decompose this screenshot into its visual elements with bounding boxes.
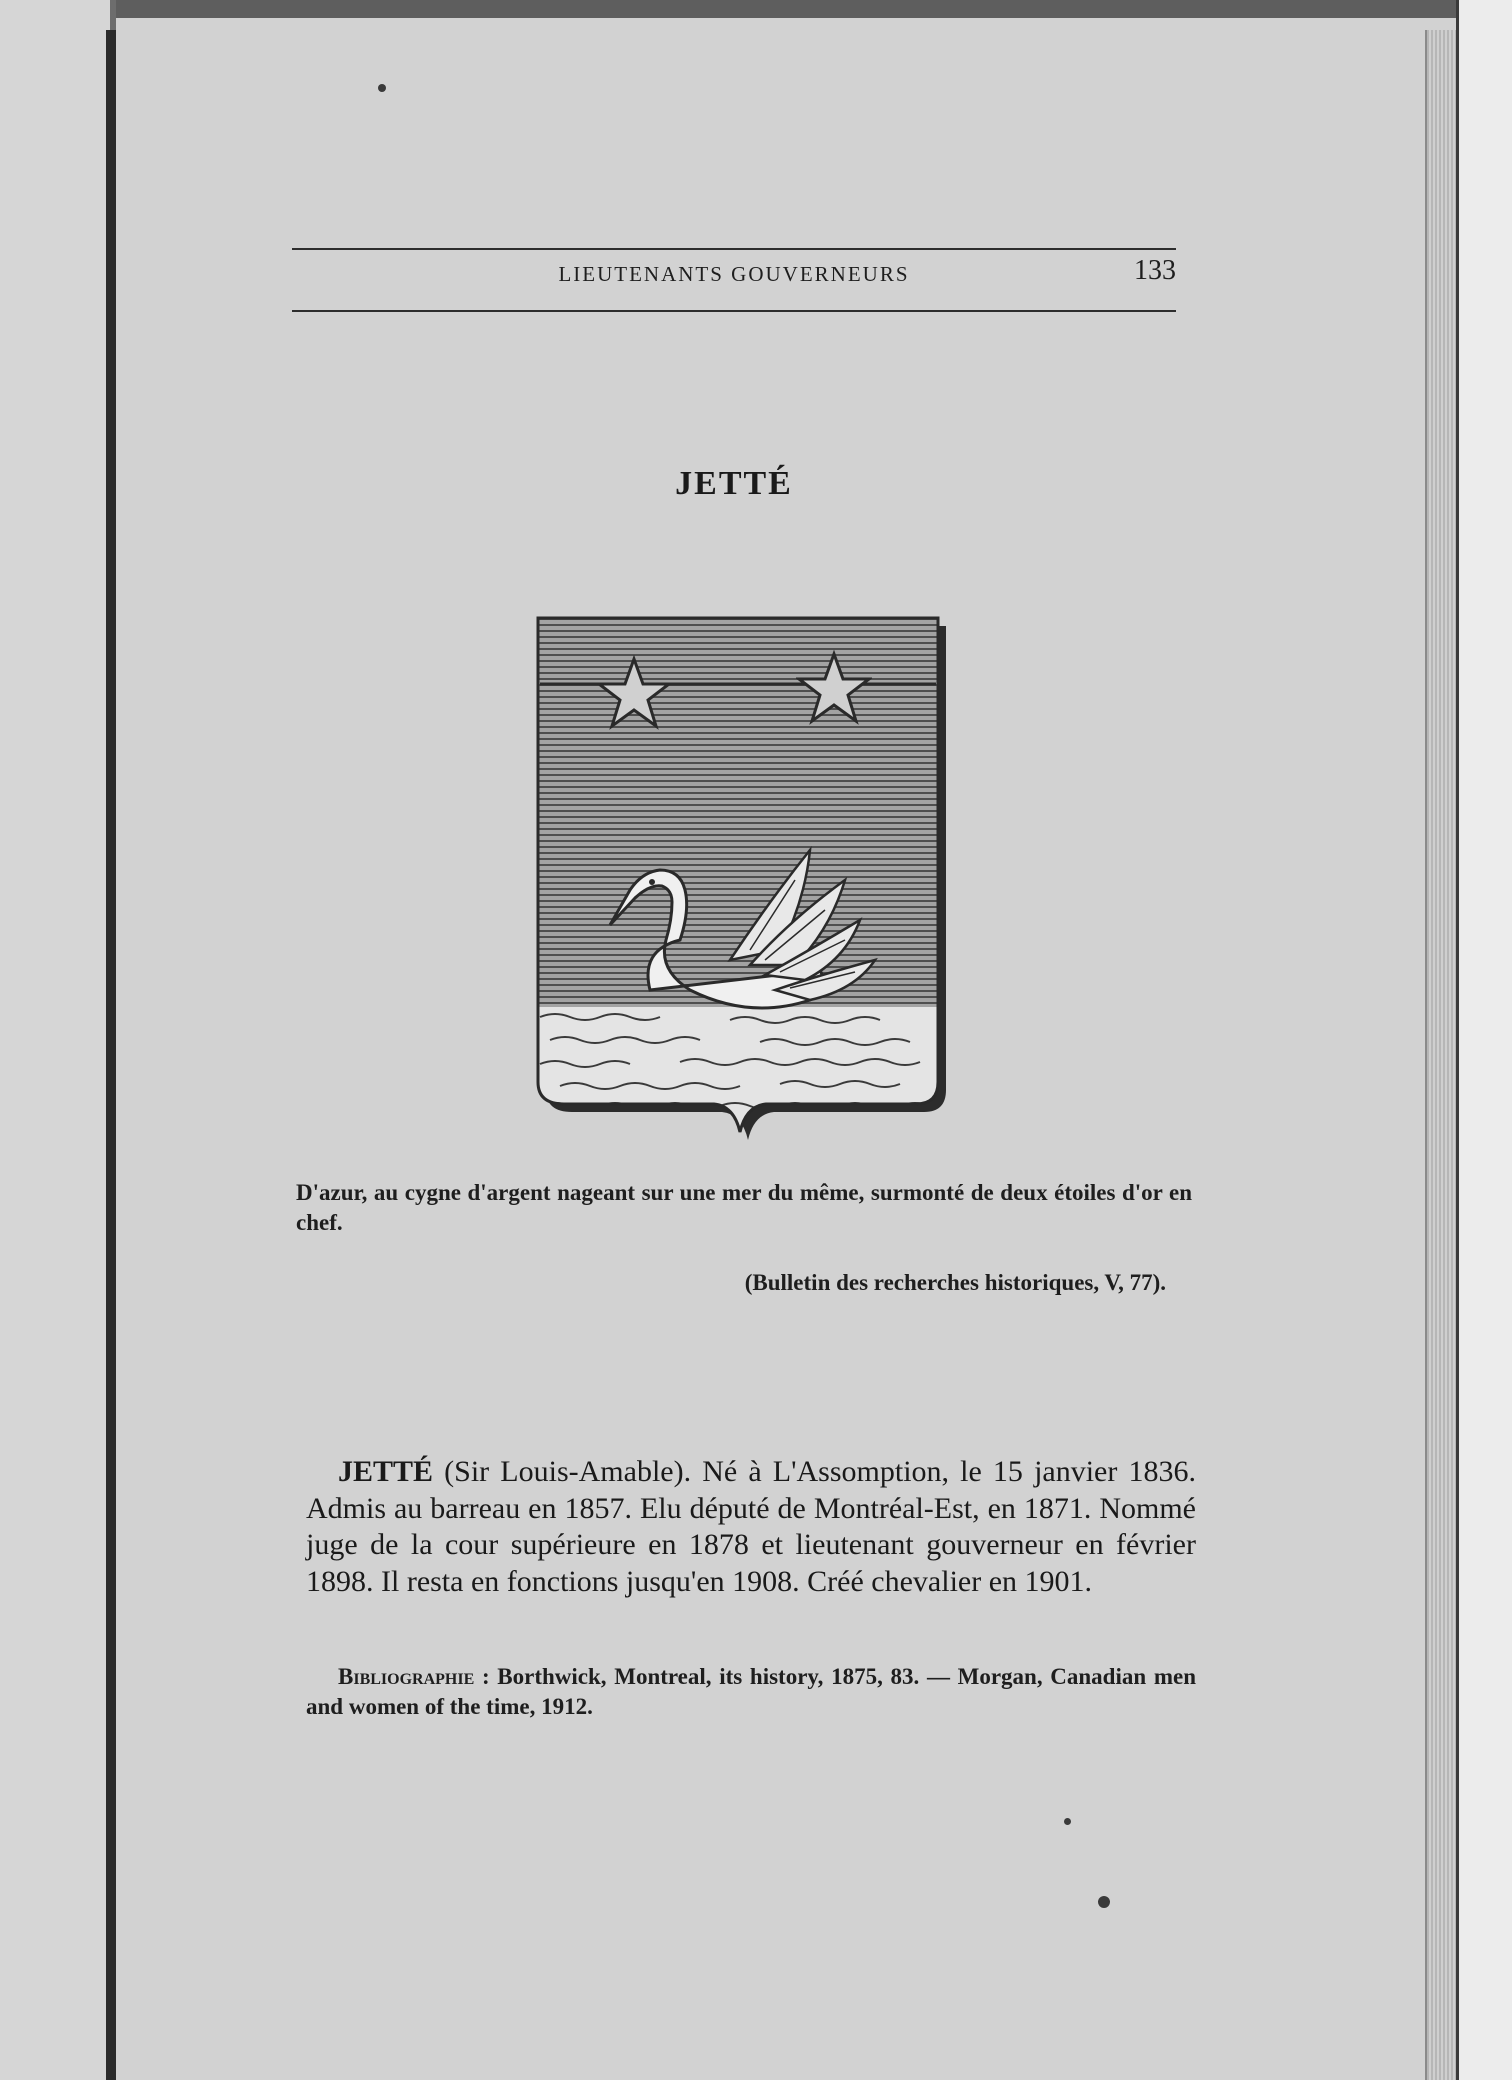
paper-speck xyxy=(1064,1818,1071,1825)
book-spine xyxy=(106,30,116,2080)
facing-page xyxy=(0,0,110,2080)
biography-text: (Sir Louis-Amable). Né à L'Assomption, le 15 janvier 1836. Admis au barreau en 1857. Elu député de Montréal-Est, en 1871. Nommé juge de la cour supérieure en 1878 et lieutenant gouverneur en février 1898. Il resta en fonctions jusqu'en 1908. Créé chevalier en 1901. xyxy=(306,1455,1196,1598)
page-title: JETTÉ xyxy=(675,465,793,502)
biography-paragraph xyxy=(306,1454,1196,1600)
book-top-edge xyxy=(116,0,1456,18)
bibliography-label: Bibliographie : xyxy=(338,1664,490,1689)
bibliography-paragraph xyxy=(306,1662,1196,1722)
swan-icon xyxy=(600,840,900,1040)
blazon-source: (Bulletin des recherches historiques, V, 77). xyxy=(744,1270,1166,1295)
star-icon xyxy=(596,655,672,731)
biography-name: JETTÉ xyxy=(338,1455,434,1488)
book-cover-edge xyxy=(1456,0,1512,2080)
running-title: LIEUTENANTS GOUVERNEURS xyxy=(558,262,910,286)
bibliography-text: Borthwick, Montreal, its history, 1875, 83. — Morgan, Canadian men and women of the time, 1912. xyxy=(306,1664,1196,1719)
star-icon xyxy=(796,650,872,726)
blazon-description: D'azur, au cygne d'argent nageant sur une mer du même, surmonté de deux étoiles d'or en chef. xyxy=(296,1180,1192,1235)
paper-speck xyxy=(1098,1896,1110,1908)
page-number: 133 xyxy=(1134,255,1176,286)
header-rule-bottom xyxy=(292,310,1176,312)
paper-speck xyxy=(378,84,386,92)
header-rule-top xyxy=(292,248,1176,250)
page-block-edge xyxy=(1425,30,1457,2080)
